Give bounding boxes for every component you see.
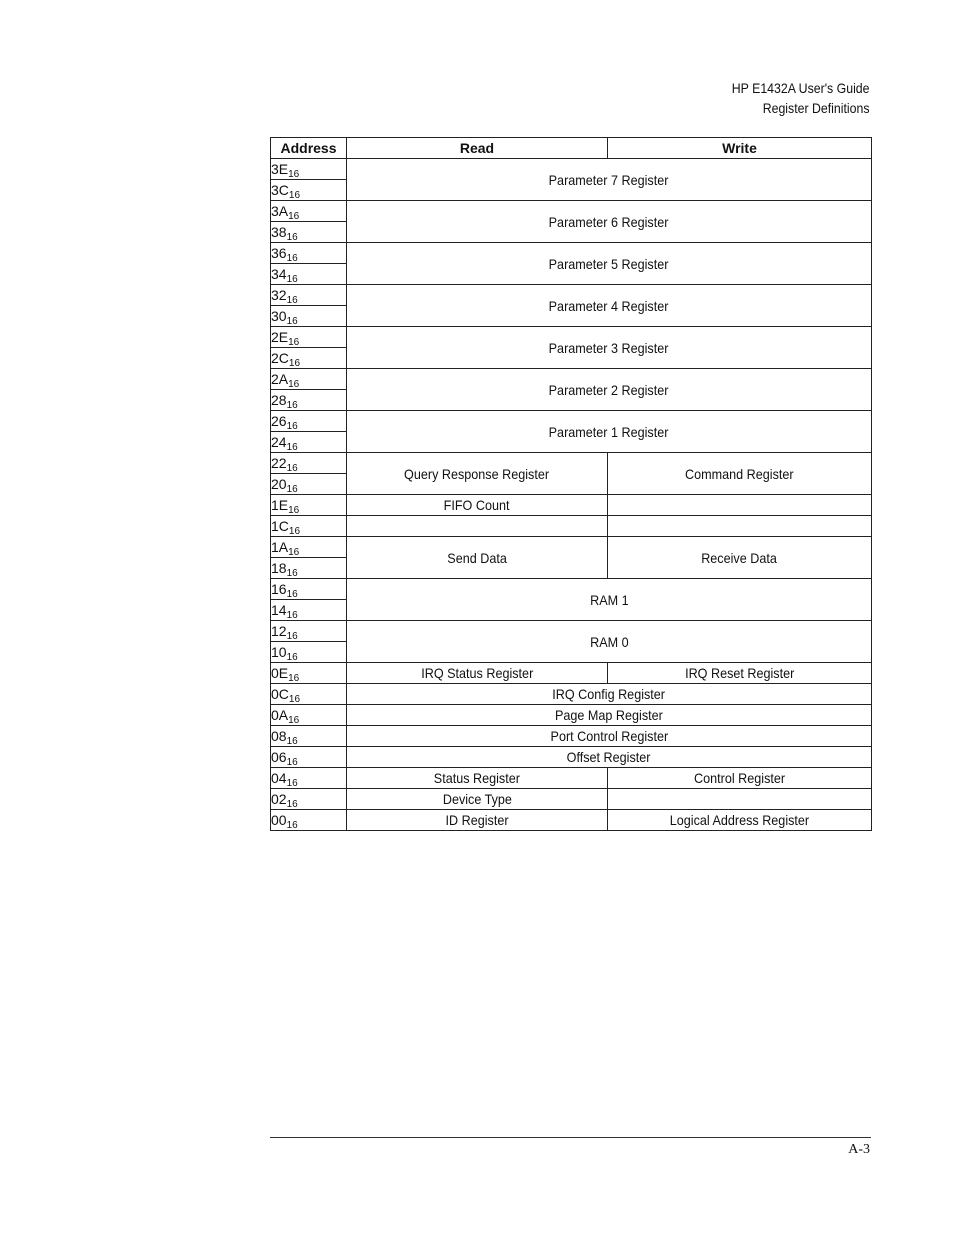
address-value: 34 [271,266,287,282]
table-row [271,768,872,789]
address-radix: 16 [288,526,301,537]
register-cell-read-write [347,684,872,705]
address-value: 2A [271,371,289,387]
address-radix: 16 [286,295,298,306]
address-value: 18 [271,560,287,576]
table-row [271,516,872,537]
table-row [271,789,872,810]
address-radix: 16 [288,211,300,222]
address-value: 3C [271,182,289,198]
register-cell-read-write [347,726,872,747]
address-value: 32 [271,287,287,303]
running-head-section: Register Definitions [763,100,870,116]
address-cell [271,684,347,705]
address-value: 2C [271,350,289,366]
address-radix: 16 [288,379,300,390]
address-radix: 16 [286,757,298,768]
register-cell-read-write [347,621,872,663]
register-cell-write [608,768,872,789]
address-radix: 16 [286,568,298,579]
address-cell [271,705,347,726]
register-name: RAM 0 [589,633,629,650]
address-radix: 16 [288,694,301,705]
address-radix: 16 [288,337,300,348]
address-radix: 16 [286,652,298,663]
address-value: 24 [271,434,287,450]
address-cell [271,558,347,579]
register-name: Offset Register [567,749,651,765]
address-cell [271,453,347,474]
address-cell [271,264,347,285]
register-cell-write [608,663,872,684]
register-cell-read [347,768,608,789]
address-value: 00 [271,812,287,828]
register-name: ID Register [445,812,509,828]
register-cell-read [347,663,608,684]
register-cell-write [608,516,872,537]
column-header-address: Address [271,138,347,159]
register-name: Parameter 7 Register [549,171,669,188]
table-row [271,369,872,390]
address-radix: 16 [286,253,298,264]
table-row [271,684,872,705]
address-cell [271,306,347,327]
address-value: 0A [271,707,289,723]
address-value: 16 [271,581,287,597]
address-value: 1E [271,497,289,513]
register-name: FIFO Count [444,497,510,513]
address-cell [271,243,347,264]
running-head-title: HP E1432A User's Guide [732,80,870,96]
address-radix: 16 [286,442,298,453]
address-value: 10 [271,644,287,660]
table-row [271,453,872,474]
address-value: 08 [271,728,287,744]
table-row [271,705,872,726]
register-name: Parameter 3 Register [549,339,669,356]
register-name: Parameter 4 Register [549,297,669,314]
address-value: 36 [271,245,287,261]
address-cell [271,516,347,537]
register-name: Parameter 6 Register [549,213,669,230]
column-header-read: Read [347,138,608,159]
register-name: IRQ Config Register [552,686,666,702]
register-cell-write [608,495,872,516]
address-cell [271,474,347,495]
register-map-table [270,137,872,831]
address-radix: 16 [288,673,300,684]
address-radix: 16 [288,169,300,180]
address-radix: 16 [286,799,298,810]
address-radix: 16 [286,778,298,789]
address-radix: 16 [286,316,298,327]
address-value: 1A [271,539,289,555]
address-cell [271,726,347,747]
address-cell [271,663,347,684]
address-cell [271,411,347,432]
page-number: A-3 [848,1142,870,1157]
register-name: Logical Address Register [669,812,810,828]
register-cell-write [608,810,872,831]
address-cell [271,600,347,621]
address-cell [271,327,347,348]
address-radix: 16 [286,274,298,285]
table-row [271,810,872,831]
address-value: 38 [271,224,287,240]
register-cell-read [347,453,608,495]
table-row [271,726,872,747]
table-row [271,495,872,516]
address-value: 14 [271,602,287,618]
address-cell [271,642,347,663]
address-radix: 16 [288,547,300,558]
address-cell [271,432,347,453]
address-value: 1C [271,518,289,534]
register-cell-read-write [347,747,872,768]
register-cell-read-write [347,243,872,285]
register-cell-read [347,789,608,810]
table-row [271,621,872,642]
address-radix: 16 [286,463,298,474]
table-row [271,201,872,222]
address-value: 3E [271,161,289,177]
address-value: 02 [271,791,287,807]
address-value: 22 [271,455,287,471]
footer-rule [270,1137,871,1138]
register-cell-read-write [347,369,872,411]
register-name: IRQ Reset Register [684,665,795,681]
address-value: 06 [271,749,287,765]
register-name: Device Type [442,791,512,807]
register-name: Port Control Register [550,728,668,744]
address-value: 26 [271,413,287,429]
register-name: Query Response Register [404,465,550,482]
register-name: IRQ Status Register [420,665,534,681]
address-cell [271,495,347,516]
register-name: RAM 1 [589,591,629,608]
table-row [271,327,872,348]
address-value: 3A [271,203,289,219]
register-cell-read-write [347,327,872,369]
running-head [732,78,870,118]
address-radix: 16 [286,421,298,432]
register-cell-read [347,516,608,537]
address-cell [271,180,347,201]
address-radix: 16 [286,400,298,411]
register-map-body [271,159,872,831]
register-cell-read-write [347,285,872,327]
register-cell-read-write [347,705,872,726]
address-radix: 16 [288,190,301,201]
address-cell [271,201,347,222]
address-cell [271,348,347,369]
register-cell-write [608,453,872,495]
register-name: Parameter 2 Register [549,381,669,398]
address-radix: 16 [288,715,300,726]
table-row [271,579,872,600]
table-row [271,285,872,306]
address-cell [271,747,347,768]
register-name: Status Register [433,770,521,786]
address-radix: 16 [288,505,300,516]
register-cell-read-write [347,579,872,621]
address-cell [271,285,347,306]
address-cell [271,159,347,180]
address-radix: 16 [286,484,298,495]
register-name: Send Data [447,549,507,566]
register-cell-read-write [347,411,872,453]
address-value: 2E [271,329,289,345]
address-radix: 16 [286,820,298,831]
address-cell [271,537,347,558]
address-radix: 16 [286,631,298,642]
register-cell-write [608,537,872,579]
address-value: 12 [271,623,287,639]
table-row [271,411,872,432]
register-name: Parameter 5 Register [549,255,669,272]
column-header-write: Write [608,138,872,159]
register-name: Command Register [685,465,794,482]
address-value: 0E [271,665,289,681]
address-cell [271,621,347,642]
register-cell-read [347,537,608,579]
address-radix: 16 [286,736,298,747]
address-cell [271,390,347,411]
register-cell-read-write [347,201,872,243]
table-header-row [271,138,872,159]
address-cell [271,768,347,789]
address-radix: 16 [286,610,298,621]
address-cell [271,222,347,243]
table-row [271,663,872,684]
register-cell-write [608,789,872,810]
table-row [271,747,872,768]
register-name: Control Register [693,770,786,786]
table-row [271,243,872,264]
address-cell [271,810,347,831]
address-cell [271,369,347,390]
address-value: 30 [271,308,287,324]
address-radix: 16 [286,232,298,243]
address-cell [271,789,347,810]
register-cell-read-write [347,159,872,201]
address-value: 28 [271,392,287,408]
register-name: Parameter 1 Register [549,423,669,440]
address-value: 04 [271,770,287,786]
register-name: Receive Data [701,549,778,566]
table-row [271,537,872,558]
register-name: Page Map Register [555,707,663,723]
address-value: 0C [271,686,289,702]
address-radix: 16 [286,589,298,600]
address-cell [271,579,347,600]
address-value: 20 [271,476,287,492]
address-radix: 16 [288,358,301,369]
register-cell-read [347,495,608,516]
table-row [271,159,872,180]
register-cell-read [347,810,608,831]
